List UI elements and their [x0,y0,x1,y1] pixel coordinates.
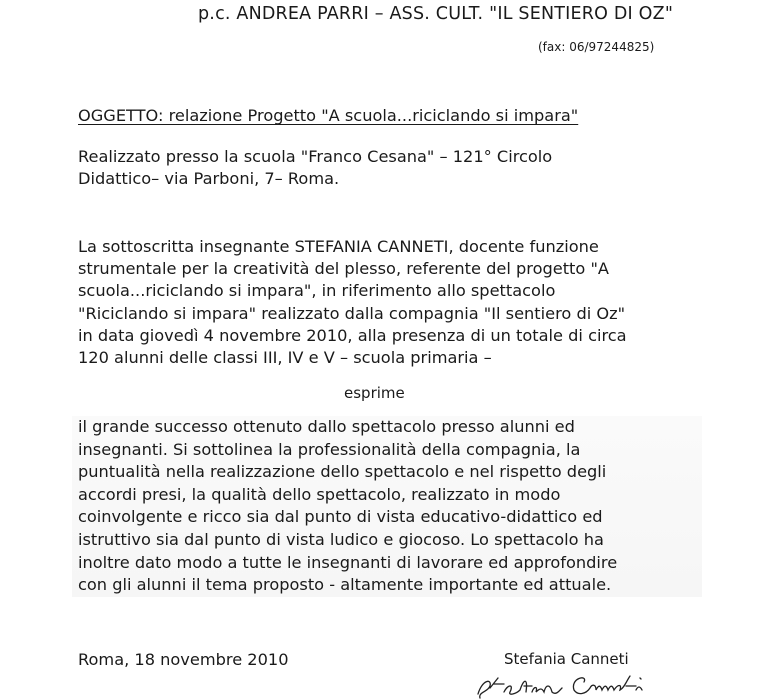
body-line: coinvolgente e ricco sia dal punto di vista educativo-didattico ed [78,507,603,527]
body-line: puntualità nella realizzazione dello spettacolo e nel rispetto degli [78,462,607,482]
body-line: il grande successo ottenuto dallo spettacolo presso alunni ed [78,417,575,436]
intro-line: 120 alunni delle classi III, IV e V – scuola primaria – [78,348,492,368]
body-line: con gli alunni il tema proposto - altamente importante ed attuale. [78,575,612,595]
body-line: inoltre dato modo a tutte le insegnanti di lavorare ed approfondire [78,552,618,572]
intro-line: "Riciclando si impara" realizzato dalla compagnia "Il sentiero di Oz" [78,303,626,323]
closing-place-date: Roma, 18 novembre 2010 [78,650,289,669]
body-paragraph [72,416,702,597]
verb-heading: esprime [344,384,405,402]
intro-paragraph [78,236,718,369]
body-line: accordi presi, la qualità dello spettacolo, realizzato in modo [78,484,561,504]
fax-number: (fax: 06/97244825) [538,40,655,54]
intro-line: in data giovedì 4 novembre 2010, alla presenza di un totale di circa [78,325,627,345]
subject-line: OGGETTO: relazione Progetto "A scuola...riciclando si impara" [78,106,579,125]
intro-line: strumentale per la creatività del plesso, referente del progetto "A [78,259,609,279]
closing-signatory-name: Stefania Canneti [504,650,629,668]
recipient-line: p.c. ANDREA PARRI – ASS. CULT. "IL SENTIERO DI OZ" [198,4,674,24]
location-line: Realizzato presso la scuola "Franco Cesana" – 121° Circolo [78,147,553,166]
intro-line: scuola...riciclando si impara", in riferimento allo spettacolo [78,281,556,301]
handwritten-signature [470,668,670,700]
body-line: istruttivo sia dal punto di vista ludico e giocoso. Lo spettacolo ha [78,529,604,549]
intro-line: La sottoscritta insegnante STEFANIA CANNETI, docente funzione [78,237,599,256]
body-line: insegnanti. Si sottolinea la professionalità della compagnia, la [78,439,581,459]
location-line: Didattico– via Parboni, 7– Roma. [78,169,340,188]
location-paragraph [78,146,718,190]
